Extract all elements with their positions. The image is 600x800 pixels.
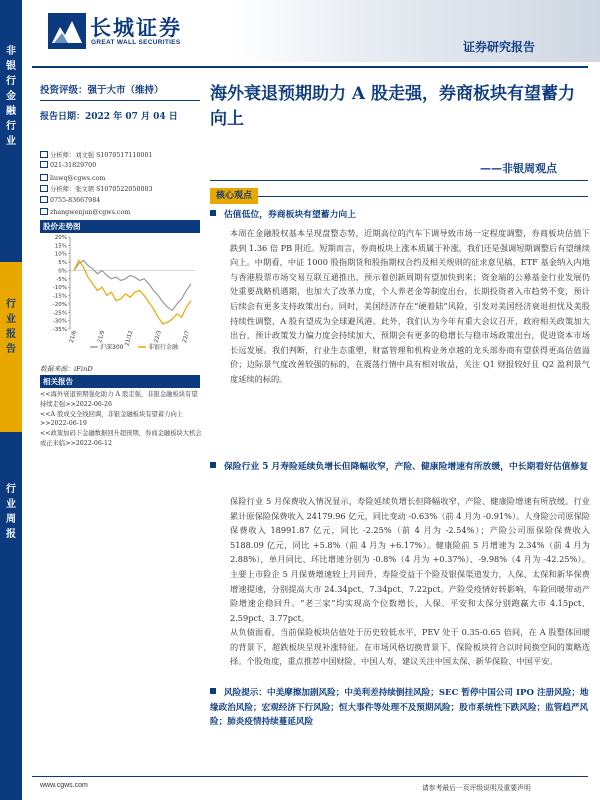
phone-icon bbox=[40, 196, 48, 203]
analyst-line bbox=[40, 196, 100, 204]
analyst-line[interactable] bbox=[40, 174, 105, 182]
x-tick-label: 21/6 bbox=[68, 329, 78, 344]
bullet-square-icon bbox=[210, 688, 216, 694]
person-icon bbox=[40, 185, 48, 192]
related-reports-list bbox=[40, 390, 202, 449]
rating-divider bbox=[40, 100, 200, 101]
sidebar-weekly-label bbox=[0, 470, 22, 570]
y-tick-label: 15% bbox=[54, 243, 67, 250]
x-tick-label: 22/3 bbox=[153, 329, 163, 344]
header-divider bbox=[32, 66, 588, 68]
y-tick-label: -5% bbox=[56, 276, 67, 283]
footer-disclaimer-note: 请参考最后一页评级说明及重要声明 bbox=[422, 784, 531, 792]
bullet-square-icon bbox=[210, 210, 216, 216]
sidebar-char: 行 bbox=[6, 484, 16, 495]
y-tick-label: -20% bbox=[52, 301, 67, 308]
related-report-item[interactable]: <<海外衰退预期强化助力 A 股走强，非银金融板块有望持续走强>>2022-06-26 bbox=[40, 391, 198, 408]
sidebar-char: 行 bbox=[6, 121, 16, 132]
x-tick-label: 21/12 bbox=[124, 329, 135, 347]
report-type-label: 证券研究报告 bbox=[463, 40, 536, 54]
sidebar-char: 告 bbox=[6, 344, 16, 355]
person-icon bbox=[40, 151, 48, 158]
analyst-line bbox=[40, 161, 96, 169]
sidebar-char: 业 bbox=[6, 136, 16, 147]
y-tick-label: -15% bbox=[52, 293, 67, 300]
report-subtitle: ——非银周观点 bbox=[480, 162, 557, 175]
related-report-item[interactable]: <<A 股成交全线回调，非银金融板块有望蓄力向上>>2022-06-19 bbox=[40, 410, 184, 428]
series-line bbox=[74, 260, 191, 310]
risk-warning bbox=[210, 686, 590, 730]
analyst-line-text: liuwq@cgws.com bbox=[50, 175, 106, 182]
y-tick-label: 10% bbox=[54, 251, 67, 258]
section-heading-text: 估值低位，券商板块有望蓄力向上 bbox=[224, 210, 356, 220]
section-heading-insurance bbox=[210, 460, 590, 475]
section-heading-brokerage bbox=[210, 208, 590, 223]
analyst-line-text: zhangwenjun@cgws.com bbox=[50, 209, 131, 216]
y-tick-label: 20% bbox=[54, 235, 67, 241]
sidebar-char: 业 bbox=[6, 499, 16, 510]
analyst-line bbox=[40, 150, 152, 159]
series-line bbox=[74, 260, 191, 324]
y-tick-label: -30% bbox=[52, 318, 67, 325]
y-tick-label: 5% bbox=[58, 260, 67, 267]
paragraph-brokerage: 本周在金融股权基本呈现盘整态势，近期高位的汽车下调导致市场一定程度调整，券商板块估值下跌到 1.36 倍 PB 附近。短期而言，券商板块上涨本质属于补涨，我们还是强调短期调整后有望继续向上。中期看，中证 1000 股指期货和股指期权合约及相关规则的征求意见稿、ETF 基金纳入内地与香港股票市场交易互联互通推出，预示着创新周期有望加快到来；资金端的公募基金行业发展仍处重要战略机遇期，也加大了改革力度，个人养老金等制度出台，长期投资者入市趋势不变，预计后续会有更多支持政策出台。同时，美国经济存在“硬着陆”风险，引发对美国经济衰退担忧及美股持续性调整，A 股有望成为全球避风港。此外，我们认为今年有重大会议召开，政府相关政策加大出台，预计政策发力偏力度会持续加大，预期会有更多的稳增长与稳市场政策出台，促进资本市场长远发展。我们判断，行业生态重塑，财富管理和机构业务卓越的龙头部券商有望获得更高估值溢价；边际景气度改善较强的标的，在震荡行情中具有相对收益，关注 Q1 财报较好且 Q2 盈利景气度延续的标的。 bbox=[230, 228, 590, 384]
x-tick-label: 21/9 bbox=[97, 329, 107, 344]
y-tick-label: -35% bbox=[52, 327, 67, 333]
analyst-line-text: 0755-83667984 bbox=[50, 197, 101, 204]
related-reports-title: 相关报告 bbox=[40, 375, 200, 388]
chart-section-title: 股价走势图 bbox=[40, 220, 200, 233]
core-view-divider bbox=[258, 196, 588, 197]
sidebar-char: 业 bbox=[6, 314, 16, 325]
report-title: 海外衰退预期助力 A 股走强，券商板块有望蓄力向上 bbox=[210, 84, 576, 129]
mail-icon bbox=[40, 174, 48, 181]
analyst-line[interactable] bbox=[40, 208, 130, 216]
analyst-line-text: 021-31829700 bbox=[50, 162, 97, 169]
phone-icon bbox=[40, 161, 48, 168]
y-tick-label: -25% bbox=[52, 310, 67, 317]
y-tick-label: -10% bbox=[52, 285, 67, 292]
sidebar-char: 报 bbox=[6, 329, 16, 340]
sidebar-char: 周 bbox=[6, 514, 16, 525]
y-tick-label: 0% bbox=[58, 268, 67, 275]
sidebar-report-label bbox=[0, 262, 22, 432]
investment-rating: 投资评级：强于大市（维持） bbox=[40, 85, 164, 96]
sidebar-char: 融 bbox=[6, 106, 16, 117]
report-date: 报告日期：2022 年 07 月 04 日 bbox=[40, 112, 178, 122]
logo-chinese-name: 长城证券 bbox=[90, 15, 182, 40]
risk-warning-text: 风险提示：中美摩擦加剧风险；中美利差持续倒挂风险；SEC 暂停中国公司 IPO 注册风险；地缘政治风险；宏观经济下行风险；恒大事件等处理不及预期风险；股市系统性下跌风险；监管趋严风险；肺炎疫情持续蔓延风险 bbox=[210, 688, 589, 728]
chart-source-note: 数据来源：iFinD bbox=[40, 365, 93, 373]
related-report-item[interactable]: <<政策加码下金融数据回升超预期，券商金融板块大机会或正来临>>2022-06-12 bbox=[40, 430, 202, 447]
analyst-line-text: 分析师：刘文强 S1070517110001 bbox=[50, 152, 153, 159]
legend-label: 非银行金融 bbox=[148, 344, 179, 351]
sidebar-char: 金 bbox=[6, 91, 16, 102]
sidebar-char: 行 bbox=[6, 299, 16, 310]
header-banner bbox=[230, 0, 600, 62]
analyst-line bbox=[40, 184, 152, 193]
x-tick-label: 22/7 bbox=[181, 329, 191, 344]
sidebar-char: 报 bbox=[6, 529, 16, 540]
sidebar-char: 银 bbox=[6, 61, 16, 72]
company-logo bbox=[48, 13, 208, 51]
footer-divider bbox=[32, 776, 588, 777]
bullet-square-icon bbox=[210, 462, 216, 468]
sidebar-char: 非 bbox=[6, 46, 16, 57]
price-trend-chart bbox=[40, 233, 200, 353]
sidebar-char: 行 bbox=[6, 76, 16, 87]
core-view-tag: 核心观点 bbox=[210, 188, 258, 204]
paragraph-insurance-premium: 保险行业 5 月保费收入情况显示，寿险延续负增长但降幅收窄，产险、健康险增速有所放缓。行业累计原保险保费收入 24179.96 亿元，同比变动 -0.63%（前 4 月为 -0.91%）。人身险公司原保险保费收入 18991.87 亿元，同比 -2.25%（前 4 月为 -2.54%）；产险公司原保险保费收入 5188.09 亿元，同比 +5.8%（前 4 月为 +6.17%）。健康险前 5 月增速为 2.34%（前 4 月为 2.88%），单月同比、环比增速分别为 -0.8%（4 月为 +0.37%）、-9.98%（4 月为 -42.25%）。主要上市险企 5 月保费增速较上月回升，寿险受益于个险及银保渠道发力，人保、太保和新华保费增速提速，分别提高大市 24.34pct、7.34pct、7.22pct。产险受疫情好转影响，车险回暖带动产险增速企稳回升。“老三家”均实现高个位数增长，人保、平安和太保分别跑赢大市 4.15pct、2.59pct、3.77pct。 bbox=[230, 496, 590, 623]
logo-emblem-icon bbox=[48, 13, 86, 49]
logo-english-name: GREAT WALL SECURITIES bbox=[91, 39, 181, 46]
legend-label: 沪深300 bbox=[100, 344, 124, 351]
sidebar-industry-label bbox=[0, 40, 22, 250]
mail-icon bbox=[40, 208, 48, 215]
paragraph-insurance-valuation: 从负债面看，当前保险板块估值处于历史较低水平，PEV 处于 0.35-0.65 倍间，在 A 股整体回暖的背景下，超跌板块呈现补涨特征。在市场风格切换背景下，保险板块符合以时间换空间的策略选择。个股角度，重点推荐中国财险、中国人寿，建议关注中国太保、新华保险、中国平安。 bbox=[230, 627, 590, 667]
footer-website-link[interactable]: www.cgws.com bbox=[40, 782, 88, 789]
analyst-line-text: 分析师：张文珺 S1070522050003 bbox=[50, 186, 153, 193]
title-divider bbox=[210, 180, 588, 181]
price-trend-svg bbox=[40, 233, 200, 353]
section-heading-text: 保险行业 5 月寿险延续负增长但降幅收窄，产险、健康险增速有所放缓，中长期看好估值修复 bbox=[224, 462, 589, 472]
